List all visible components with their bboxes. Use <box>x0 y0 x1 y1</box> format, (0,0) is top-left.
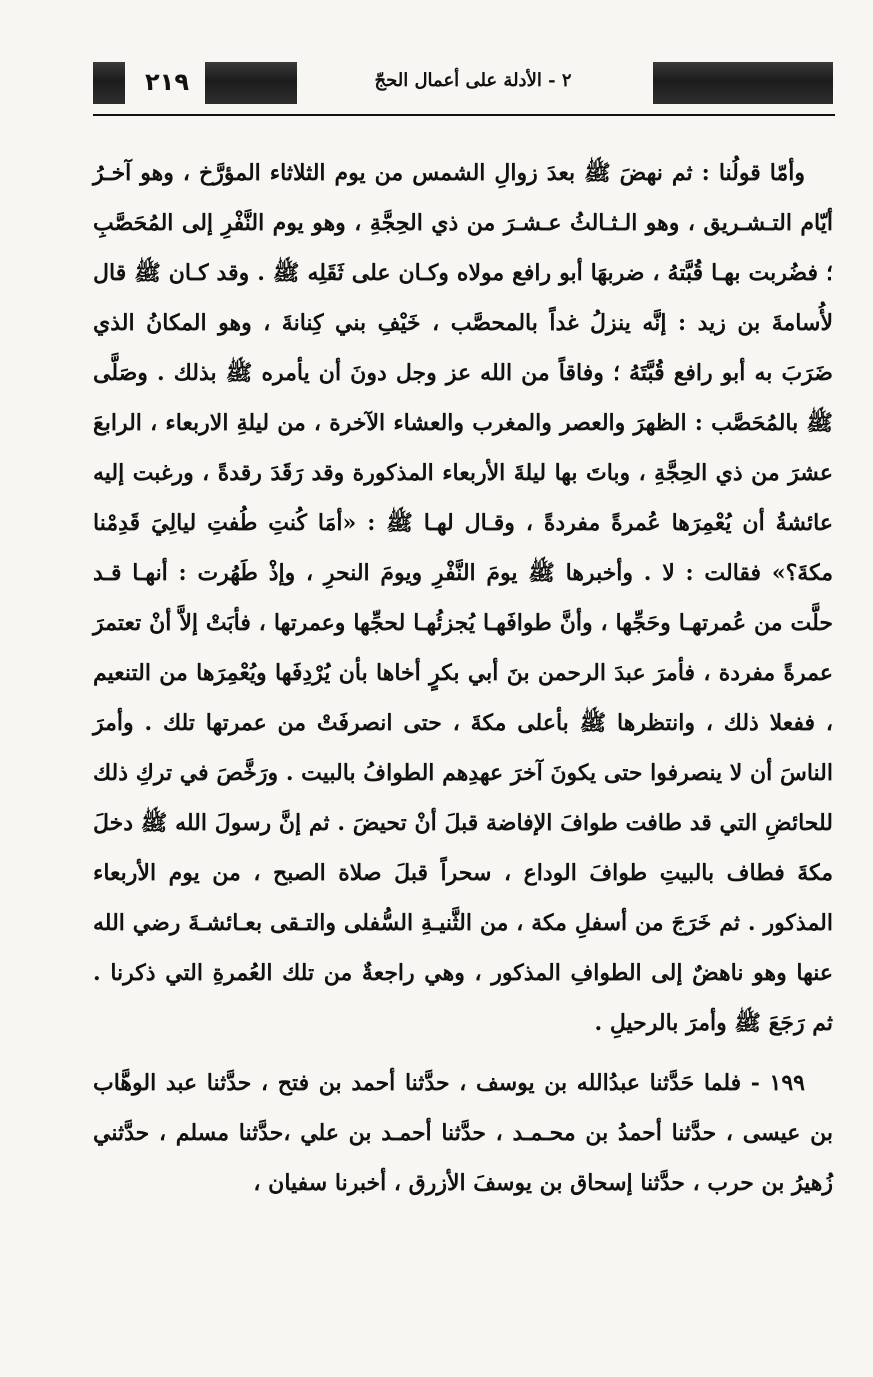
header-rule <box>93 114 835 116</box>
header-ornament-left <box>93 62 125 104</box>
page-header <box>93 58 835 110</box>
running-title: ٢ - الأدلة على أعمال الحجّ <box>374 70 572 91</box>
paragraph-main: وأمّا قولُنا : ثم نهضَ ﷺ بعدَ زوالِ الشمس من يوم الثلاثاء المؤرَّخ ، وهو آخـرُ أيّام التـشـريق ، وهو الـثـالثُ عـشـرَ من ذي الحِجَّةِ ، وهو يوم النَّفْرِ إلى المُحَصَّبِ ؛ فضُربت بهـا قُبَّتهُ ، ضربهَا أبو رافع مولاه وكـان على ثَقَلِه ﷺ . وقد كـان ﷺ قال لأُسامةَ بن زيد : إنَّه ينزلُ غداً بالمحصَّب ، خَيْفِ بني كِنانةَ ، وهو المكانُ الذي ضَرَبَ به أبو رافع قُبَّتَهُ ؛ وفاقاً من الله عز وجل دونَ أن يأمره ﷺ بذلك . وصَلَّى ﷺ بالمُحَصَّب : الظهرَ والعصر والمغرب والعشاء الآخرة ، من ليلةِ الاربعاء ، الرابعَ عشرَ من ذي الحِجَّةِ ، وباتَ بها ليلةَ الأربعاء المذكورة وقد رَقَدَ رقدةً ، ورغبت إليه عائشةُ أن يُعْمِرَها عُمرةً مفردةً ، وقـال لهـا ﷺ : «أمَا كُنتِ طُفتِ ليالِيَ قَدِمْنا مكةَ؟» فقالت : لا . وأخبرها ﷺ يومَ النَّفْرِ ويومَ النحرِ ، وإذْ طَهُرت : أنهـا قـد حلَّت من عُمرتهـا وحَجِّها ، وأنَّ طوافَهـا يُجزئُهـا لحجِّها وعمرتها ، فأبَتْ إلاَّ أنْ تعتمرَ عمرةً مفردة ، فأمرَ عبدَ الرحمن بنَ أبي بكرٍ أخاها بأن يُرْدِفَها ويُعْمِرَها من التنعيم ، ففعلا ذلك ، وانتظرها ﷺ بأعلى مكةَ ، حتى انصرفَتْ من عمرتها تلك . وأمرَ الناسَ أن لا ينصرفوا حتى يكونَ آخرَ عهدِهم الطوافُ بالبيت . ورَخَّصَ في تركِ ذلك للحائضِ التي قد طافت طوافَ الإفاضة قبلَ أنْ تحيضَ . ثم إنَّ رسولَ الله ﷺ دخلَ مكةَ فطاف بالبيتِ طوافَ الوداع ، سحراً قبلَ صلاة الصبح ، من يوم الأربعاء المذكور . ثم خَرَجَ من أسفلِ مكة ، من الثَّنيـةِ السُّفلى والتـقى بعـائشـةَ رضي الله عنها وهو ناهضٌ إلى الطوافِ المذكور ، وهي راجعةٌ من تلك العُمرةِ التي ذكرنا . ثم رَجَعَ ﷺ وأمرَ بالرحيلِ . <box>93 160 834 1036</box>
paragraph-hadith-199: ١٩٩ - فلما حَدَّثنا عبدُالله بن يوسف ، حدَّثنا أحمد بن فتح ، حدَّثنا عبد الوهَّاب بن عيسى ، حدَّثنا أحمدُ بن محـمـد ، حدَّثنا أحمـد بن علي ،حدَّثنا مسلم ، حدَّثني زُهيرُ بن حرب ، حدَّثنا إسحاق بن يوسفَ الأزرق ، أخبرنا سفيان ، <box>93 1070 833 1196</box>
page-body <box>93 148 833 1208</box>
page-number: ٢١٩ <box>145 68 189 96</box>
header-ornament-middle <box>205 62 297 104</box>
header-ornament-right <box>653 62 833 104</box>
